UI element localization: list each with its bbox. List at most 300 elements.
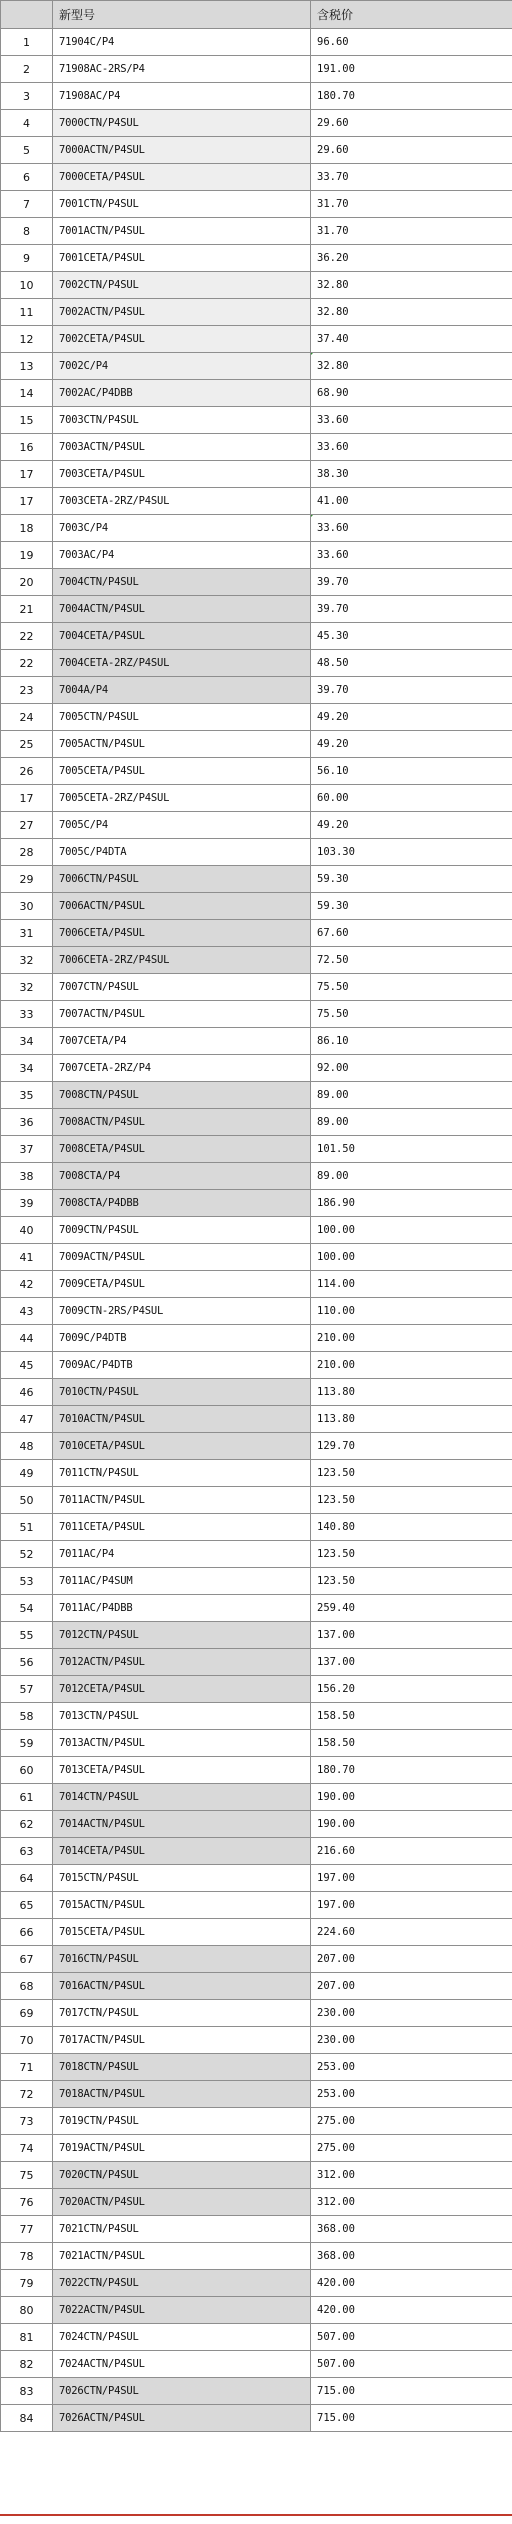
- price-cell: 103.30: [311, 839, 512, 866]
- price-cell: 312.00: [311, 2162, 512, 2189]
- price-cell: 180.70: [311, 83, 512, 110]
- row-number: 9: [1, 245, 53, 272]
- model-cell: 7012CTN/P4SUL: [53, 1622, 311, 1649]
- table-row: [1, 1919, 512, 1946]
- model-cell: 7003ACTN/P4SUL: [53, 434, 311, 461]
- model-cell: 7011CTN/P4SUL: [53, 1460, 311, 1487]
- row-number: 48: [1, 1433, 53, 1460]
- price-cell: 190.00: [311, 1784, 512, 1811]
- model-cell: 7009AC/P4DTB: [53, 1352, 311, 1379]
- price-cell: 715.00: [311, 2405, 512, 2432]
- row-number: 72: [1, 2081, 53, 2108]
- model-cell: 7001CETA/P4SUL: [53, 245, 311, 272]
- price-cell: 33.60: [311, 515, 512, 542]
- row-number: 53: [1, 1568, 53, 1595]
- price-cell: 31.70: [311, 218, 512, 245]
- price-cell: 275.00: [311, 2135, 512, 2162]
- table-row: [1, 1217, 512, 1244]
- table-row: [1, 2270, 512, 2297]
- price-cell: 113.80: [311, 1379, 512, 1406]
- model-cell: 71904C/P4: [53, 29, 311, 56]
- model-cell: 7005ACTN/P4SUL: [53, 731, 311, 758]
- row-number: 32: [1, 947, 53, 974]
- row-number: 73: [1, 2108, 53, 2135]
- model-cell: 7004A/P4: [53, 677, 311, 704]
- row-number: 77: [1, 2216, 53, 2243]
- price-cell: 39.70: [311, 569, 512, 596]
- table-row: [1, 1946, 512, 1973]
- row-number: 29: [1, 866, 53, 893]
- bottom-rule: [0, 2514, 512, 2516]
- model-cell: 7003CETA-2RZ/P4SUL: [53, 488, 311, 515]
- table-row: [1, 704, 512, 731]
- table-row: [1, 1622, 512, 1649]
- price-cell: 100.00: [311, 1217, 512, 1244]
- table-row: [1, 2108, 512, 2135]
- model-cell: 7015CTN/P4SUL: [53, 1865, 311, 1892]
- row-number: 31: [1, 920, 53, 947]
- row-number: 58: [1, 1703, 53, 1730]
- row-number: 41: [1, 1244, 53, 1271]
- row-number: 16: [1, 434, 53, 461]
- price-cell: 420.00: [311, 2297, 512, 2324]
- table-body: [1, 29, 512, 2432]
- row-number: 36: [1, 1109, 53, 1136]
- price-cell: 56.10: [311, 758, 512, 785]
- model-cell: 7005CETA/P4SUL: [53, 758, 311, 785]
- table-row: [1, 677, 512, 704]
- price-cell: 86.10: [311, 1028, 512, 1055]
- table-row: [1, 542, 512, 569]
- model-cell: 7020ACTN/P4SUL: [53, 2189, 311, 2216]
- table-row: [1, 785, 512, 812]
- table-row: [1, 2027, 512, 2054]
- price-cell: 49.20: [311, 731, 512, 758]
- price-cell: 207.00: [311, 1973, 512, 2000]
- price-cell: 197.00: [311, 1865, 512, 1892]
- row-number: 25: [1, 731, 53, 758]
- price-cell: 113.80: [311, 1406, 512, 1433]
- price-cell: 140.80: [311, 1514, 512, 1541]
- table-row: [1, 2189, 512, 2216]
- row-number: 23: [1, 677, 53, 704]
- price-cell: 156.20: [311, 1676, 512, 1703]
- model-cell: 7002CTN/P4SUL: [53, 272, 311, 299]
- price-cell: 59.30: [311, 893, 512, 920]
- table-row: [1, 1514, 512, 1541]
- table-row: [1, 839, 512, 866]
- table-row: [1, 2378, 512, 2405]
- row-number: 80: [1, 2297, 53, 2324]
- price-cell: 224.60: [311, 1919, 512, 1946]
- table-row: [1, 1298, 512, 1325]
- price-cell: 32.80: [311, 299, 512, 326]
- price-cell: 45.30: [311, 623, 512, 650]
- table-row: [1, 245, 512, 272]
- price-cell: 32.80: [311, 353, 512, 380]
- table-row: [1, 569, 512, 596]
- table-row: [1, 1838, 512, 1865]
- model-cell: 7000CTN/P4SUL: [53, 110, 311, 137]
- row-number: 63: [1, 1838, 53, 1865]
- header-row: [1, 1, 512, 29]
- model-cell: 7013ACTN/P4SUL: [53, 1730, 311, 1757]
- table-row: [1, 1082, 512, 1109]
- model-cell: 7008CTN/P4SUL: [53, 1082, 311, 1109]
- table-row: [1, 2405, 512, 2432]
- row-number: 19: [1, 542, 53, 569]
- row-number: 26: [1, 758, 53, 785]
- row-number: 44: [1, 1325, 53, 1352]
- table-row: [1, 2054, 512, 2081]
- price-cell: 114.00: [311, 1271, 512, 1298]
- row-number: 24: [1, 704, 53, 731]
- table-row: [1, 1892, 512, 1919]
- table-row: [1, 1541, 512, 1568]
- model-cell: 7019CTN/P4SUL: [53, 2108, 311, 2135]
- model-cell: 7019ACTN/P4SUL: [53, 2135, 311, 2162]
- model-cell: 71908AC-2RS/P4: [53, 56, 311, 83]
- price-cell: 186.90: [311, 1190, 512, 1217]
- table-row: [1, 1433, 512, 1460]
- row-number: 50: [1, 1487, 53, 1514]
- model-cell: 7021CTN/P4SUL: [53, 2216, 311, 2243]
- row-number: 28: [1, 839, 53, 866]
- row-number: 22: [1, 650, 53, 677]
- model-cell: 7007CETA/P4: [53, 1028, 311, 1055]
- model-cell: 7008CTA/P4: [53, 1163, 311, 1190]
- model-cell: 7011CETA/P4SUL: [53, 1514, 311, 1541]
- row-number: 49: [1, 1460, 53, 1487]
- row-number: 17: [1, 488, 53, 515]
- table-row: [1, 1109, 512, 1136]
- price-cell: 216.60: [311, 1838, 512, 1865]
- model-cell: 7013CTN/P4SUL: [53, 1703, 311, 1730]
- model-cell: 7005CTN/P4SUL: [53, 704, 311, 731]
- price-cell: 101.50: [311, 1136, 512, 1163]
- row-number: 8: [1, 218, 53, 245]
- price-cell: 49.20: [311, 704, 512, 731]
- row-number: 47: [1, 1406, 53, 1433]
- row-number: 40: [1, 1217, 53, 1244]
- row-number: 13: [1, 353, 53, 380]
- model-cell: 7006CTN/P4SUL: [53, 866, 311, 893]
- table-row: [1, 1244, 512, 1271]
- row-number: 51: [1, 1514, 53, 1541]
- model-cell: 7002AC/P4DBB: [53, 380, 311, 407]
- table-row: [1, 623, 512, 650]
- price-cell: 210.00: [311, 1352, 512, 1379]
- price-cell: 72.50: [311, 947, 512, 974]
- model-cell: 7005C/P4DTA: [53, 839, 311, 866]
- table-row: [1, 1730, 512, 1757]
- price-cell: 158.50: [311, 1703, 512, 1730]
- table-row: [1, 2324, 512, 2351]
- table-row: [1, 434, 512, 461]
- row-number: 69: [1, 2000, 53, 2027]
- row-number: 17: [1, 785, 53, 812]
- price-cell: 89.00: [311, 1163, 512, 1190]
- row-number: 82: [1, 2351, 53, 2378]
- table-row: [1, 380, 512, 407]
- model-cell: 7016CTN/P4SUL: [53, 1946, 311, 1973]
- row-number: 67: [1, 1946, 53, 1973]
- model-cell: 7011ACTN/P4SUL: [53, 1487, 311, 1514]
- price-cell: 68.90: [311, 380, 512, 407]
- row-number: 7: [1, 191, 53, 218]
- model-cell: 7003C/P4: [53, 515, 311, 542]
- table-row: [1, 2216, 512, 2243]
- price-cell: 100.00: [311, 1244, 512, 1271]
- model-cell: 7004CETA-2RZ/P4SUL: [53, 650, 311, 677]
- price-cell: 96.60: [311, 29, 512, 56]
- table-row: [1, 1649, 512, 1676]
- model-cell: 7015CETA/P4SUL: [53, 1919, 311, 1946]
- row-number: 4: [1, 110, 53, 137]
- row-number: 20: [1, 569, 53, 596]
- table-row: [1, 191, 512, 218]
- price-cell: 230.00: [311, 2000, 512, 2027]
- table-row: [1, 596, 512, 623]
- row-number: 11: [1, 299, 53, 326]
- price-cell: 191.00: [311, 56, 512, 83]
- price-cell: 207.00: [311, 1946, 512, 1973]
- model-cell: 7008CETA/P4SUL: [53, 1136, 311, 1163]
- price-cell: 67.60: [311, 920, 512, 947]
- price-cell: 190.00: [311, 1811, 512, 1838]
- model-cell: 7007CTN/P4SUL: [53, 974, 311, 1001]
- price-cell: 89.00: [311, 1109, 512, 1136]
- table-row: [1, 2135, 512, 2162]
- row-number: 37: [1, 1136, 53, 1163]
- model-cell: 7004ACTN/P4SUL: [53, 596, 311, 623]
- model-cell: 7010CTN/P4SUL: [53, 1379, 311, 1406]
- model-cell: 7011AC/P4SUM: [53, 1568, 311, 1595]
- price-cell: 33.60: [311, 407, 512, 434]
- model-cell: 7024CTN/P4SUL: [53, 2324, 311, 2351]
- price-cell: 137.00: [311, 1622, 512, 1649]
- model-cell: 7000ACTN/P4SUL: [53, 137, 311, 164]
- table-row: [1, 272, 512, 299]
- model-cell: 71908AC/P4: [53, 83, 311, 110]
- price-cell: 158.50: [311, 1730, 512, 1757]
- price-cell: 110.00: [311, 1298, 512, 1325]
- header-price: 含税价: [311, 1, 512, 29]
- price-cell: 715.00: [311, 2378, 512, 2405]
- model-cell: 7007CETA-2RZ/P4: [53, 1055, 311, 1082]
- model-cell: 7017CTN/P4SUL: [53, 2000, 311, 2027]
- row-number: 6: [1, 164, 53, 191]
- table-row: [1, 1271, 512, 1298]
- model-cell: 7022CTN/P4SUL: [53, 2270, 311, 2297]
- model-cell: 7009ACTN/P4SUL: [53, 1244, 311, 1271]
- table-row: [1, 758, 512, 785]
- table-row: [1, 1460, 512, 1487]
- model-cell: 7008CTA/P4DBB: [53, 1190, 311, 1217]
- table-row: [1, 164, 512, 191]
- price-cell: 180.70: [311, 1757, 512, 1784]
- model-cell: 7004CTN/P4SUL: [53, 569, 311, 596]
- table-row: [1, 110, 512, 137]
- table-row: [1, 1784, 512, 1811]
- table-row: [1, 1001, 512, 1028]
- price-cell: 312.00: [311, 2189, 512, 2216]
- model-cell: 7009C/P4DTB: [53, 1325, 311, 1352]
- row-number: 39: [1, 1190, 53, 1217]
- price-cell: 48.50: [311, 650, 512, 677]
- price-cell: 123.50: [311, 1487, 512, 1514]
- model-cell: 7018CTN/P4SUL: [53, 2054, 311, 2081]
- model-cell: 7011AC/P4DBB: [53, 1595, 311, 1622]
- price-cell: 368.00: [311, 2243, 512, 2270]
- price-cell: 41.00: [311, 488, 512, 515]
- price-cell: 123.50: [311, 1568, 512, 1595]
- row-number: 46: [1, 1379, 53, 1406]
- model-cell: 7015ACTN/P4SUL: [53, 1892, 311, 1919]
- row-number: 2: [1, 56, 53, 83]
- model-cell: 7014CTN/P4SUL: [53, 1784, 311, 1811]
- model-cell: 7011AC/P4: [53, 1541, 311, 1568]
- model-cell: 7003CTN/P4SUL: [53, 407, 311, 434]
- table-row: [1, 56, 512, 83]
- price-cell: 507.00: [311, 2324, 512, 2351]
- price-cell: 89.00: [311, 1082, 512, 1109]
- table-row: [1, 488, 512, 515]
- price-cell: 29.60: [311, 110, 512, 137]
- model-cell: 7001CTN/P4SUL: [53, 191, 311, 218]
- price-cell: 368.00: [311, 2216, 512, 2243]
- price-cell: 253.00: [311, 2054, 512, 2081]
- row-number: 64: [1, 1865, 53, 1892]
- table-row: [1, 2297, 512, 2324]
- price-cell: 60.00: [311, 785, 512, 812]
- table-row: [1, 461, 512, 488]
- row-number: 57: [1, 1676, 53, 1703]
- model-cell: 7016ACTN/P4SUL: [53, 1973, 311, 2000]
- table-row: [1, 137, 512, 164]
- table-row: [1, 1973, 512, 2000]
- table-row: [1, 1028, 512, 1055]
- row-number: 78: [1, 2243, 53, 2270]
- model-cell: 7008ACTN/P4SUL: [53, 1109, 311, 1136]
- price-cell: 38.30: [311, 461, 512, 488]
- row-number: 15: [1, 407, 53, 434]
- row-number: 83: [1, 2378, 53, 2405]
- model-cell: 7001ACTN/P4SUL: [53, 218, 311, 245]
- model-cell: 7005C/P4: [53, 812, 311, 839]
- model-cell: 7002ACTN/P4SUL: [53, 299, 311, 326]
- row-number: 27: [1, 812, 53, 839]
- table-row: [1, 1865, 512, 1892]
- table-row: [1, 299, 512, 326]
- model-cell: 7003CETA/P4SUL: [53, 461, 311, 488]
- price-cell: 92.00: [311, 1055, 512, 1082]
- table-row: [1, 866, 512, 893]
- price-cell: 75.50: [311, 1001, 512, 1028]
- model-cell: 7018ACTN/P4SUL: [53, 2081, 311, 2108]
- price-cell: 210.00: [311, 1325, 512, 1352]
- model-cell: 7006CETA/P4SUL: [53, 920, 311, 947]
- row-number: 1: [1, 29, 53, 56]
- row-number: 34: [1, 1055, 53, 1082]
- price-cell: 29.60: [311, 137, 512, 164]
- model-cell: 7020CTN/P4SUL: [53, 2162, 311, 2189]
- row-number: 17: [1, 461, 53, 488]
- price-cell: 39.70: [311, 677, 512, 704]
- table-row: [1, 1676, 512, 1703]
- row-number: 56: [1, 1649, 53, 1676]
- table-row: [1, 1136, 512, 1163]
- price-cell: 123.50: [311, 1541, 512, 1568]
- table-row: [1, 407, 512, 434]
- table-row: [1, 974, 512, 1001]
- row-number: 33: [1, 1001, 53, 1028]
- row-number: 62: [1, 1811, 53, 1838]
- row-number: 55: [1, 1622, 53, 1649]
- row-number: 54: [1, 1595, 53, 1622]
- price-cell: 420.00: [311, 2270, 512, 2297]
- model-cell: 7013CETA/P4SUL: [53, 1757, 311, 1784]
- model-cell: 7004CETA/P4SUL: [53, 623, 311, 650]
- row-number: 12: [1, 326, 53, 353]
- table-row: [1, 650, 512, 677]
- price-cell: 32.80: [311, 272, 512, 299]
- price-cell: 33.60: [311, 542, 512, 569]
- model-cell: 7009CTN/P4SUL: [53, 1217, 311, 1244]
- row-number: 5: [1, 137, 53, 164]
- model-cell: 7002C/P4: [53, 353, 311, 380]
- price-cell: 33.60: [311, 434, 512, 461]
- row-number: 70: [1, 2027, 53, 2054]
- price-cell: 275.00: [311, 2108, 512, 2135]
- row-number: 34: [1, 1028, 53, 1055]
- header-model: 新型号: [53, 1, 311, 29]
- model-cell: 7014ACTN/P4SUL: [53, 1811, 311, 1838]
- table-row: [1, 1055, 512, 1082]
- model-cell: 7014CETA/P4SUL: [53, 1838, 311, 1865]
- row-number: 21: [1, 596, 53, 623]
- row-number: 66: [1, 1919, 53, 1946]
- table-row: [1, 2081, 512, 2108]
- table-row: [1, 2351, 512, 2378]
- row-number: 45: [1, 1352, 53, 1379]
- table-row: [1, 1163, 512, 1190]
- price-cell: 129.70: [311, 1433, 512, 1460]
- row-number: 61: [1, 1784, 53, 1811]
- row-number: 32: [1, 974, 53, 1001]
- model-cell: 7003AC/P4: [53, 542, 311, 569]
- model-cell: 7010CETA/P4SUL: [53, 1433, 311, 1460]
- table-row: [1, 920, 512, 947]
- row-number: 76: [1, 2189, 53, 2216]
- price-cell: 259.40: [311, 1595, 512, 1622]
- row-number: 75: [1, 2162, 53, 2189]
- model-cell: 7005CETA-2RZ/P4SUL: [53, 785, 311, 812]
- price-cell: 137.00: [311, 1649, 512, 1676]
- table-row: [1, 1406, 512, 1433]
- table-row: [1, 2162, 512, 2189]
- row-number: 74: [1, 2135, 53, 2162]
- price-cell: 37.40: [311, 326, 512, 353]
- model-cell: 7006ACTN/P4SUL: [53, 893, 311, 920]
- row-number: 22: [1, 623, 53, 650]
- model-cell: 7026ACTN/P4SUL: [53, 2405, 311, 2432]
- model-cell: 7010ACTN/P4SUL: [53, 1406, 311, 1433]
- row-number: 43: [1, 1298, 53, 1325]
- model-cell: 7026CTN/P4SUL: [53, 2378, 311, 2405]
- row-number: 71: [1, 2054, 53, 2081]
- row-number: 79: [1, 2270, 53, 2297]
